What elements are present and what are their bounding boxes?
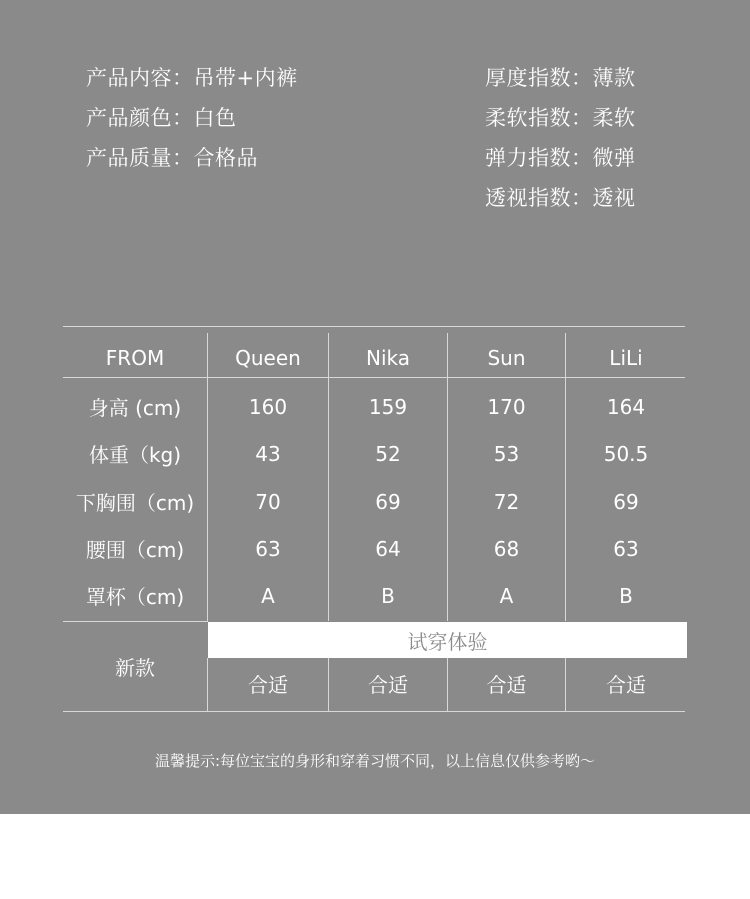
spec-row — [485, 138, 636, 178]
table-cell: B — [381, 583, 395, 608]
spec-value: 微弹 — [592, 146, 636, 170]
table-cell: A — [499, 583, 514, 608]
spec-value: 白色 — [193, 106, 237, 130]
table-cell: 164 — [606, 394, 646, 419]
table-top-rule — [63, 326, 685, 327]
spec-row — [485, 178, 636, 218]
table-cell: 70 — [255, 489, 281, 514]
table-header-cell: Queen — [235, 346, 301, 370]
fit-cell: 合适 — [248, 672, 288, 697]
table-header-cell: Sun — [487, 346, 526, 370]
table-cell: 159 — [368, 394, 408, 419]
table-cell: 72 — [493, 489, 520, 514]
tip-note: 温馨提示:每位宝宝的身形和穿着习惯不同，以上信息仅供参考哟～ — [154, 752, 596, 770]
spec-row — [86, 58, 298, 98]
table-bottom-rule — [63, 711, 685, 712]
spec-value: 柔软 — [592, 106, 636, 130]
table-cell: 170 — [487, 394, 526, 419]
row-label: 体重（kg) — [88, 443, 182, 467]
row-label: 下胸围（cm) — [75, 491, 195, 515]
table-cell: 160 — [248, 394, 288, 419]
new-style-label: 新款 — [115, 656, 155, 680]
spec-value: 薄款 — [592, 66, 636, 90]
table-header-cell: FROM — [105, 346, 165, 370]
fit-cell: 合适 — [486, 672, 527, 697]
fit-cell: 合适 — [606, 672, 646, 697]
table-header-cell: Nika — [365, 346, 410, 370]
table-cell: 69 — [613, 489, 639, 514]
spec-label: 厚度指数： — [485, 66, 593, 90]
spec-row — [86, 98, 298, 138]
table-cell: 53 — [493, 441, 520, 466]
table-cell: 63 — [255, 536, 281, 561]
spec-label: 产品内容： — [86, 66, 194, 90]
spec-value: 合格品 — [193, 146, 258, 170]
table-cell: 43 — [255, 441, 281, 466]
spec-list-left — [86, 58, 298, 178]
spec-label: 产品颜色： — [86, 106, 194, 130]
row-label: 身高 (cm) — [88, 396, 182, 420]
table-cell: 50.5 — [603, 441, 649, 466]
table-cell: 68 — [493, 536, 520, 561]
row-label: 罩杯（cm) — [85, 585, 185, 609]
spec-value: 吊带+内裤 — [193, 66, 298, 90]
spec-label: 弹力指数： — [485, 146, 593, 170]
table-cell: B — [619, 583, 633, 608]
spec-row — [86, 138, 298, 178]
spec-value: 透视 — [592, 186, 636, 210]
spec-row — [485, 98, 636, 138]
trial-experience-header: 试穿体验 — [208, 622, 687, 658]
table-cell: 63 — [613, 536, 639, 561]
table-header-cell: LiLi — [609, 346, 643, 370]
table-cell: A — [261, 583, 275, 608]
spec-list-right — [485, 58, 636, 218]
spec-row — [485, 58, 636, 98]
table-cell: 69 — [375, 489, 401, 514]
table-cell: 64 — [375, 536, 401, 561]
table-cell: 52 — [375, 441, 401, 466]
row-label: 腰围（cm) — [85, 538, 185, 562]
spec-label: 柔软指数： — [485, 106, 593, 130]
spec-label: 透视指数： — [485, 186, 593, 210]
spec-label: 产品质量： — [86, 146, 194, 170]
fit-cell: 合适 — [368, 672, 408, 697]
